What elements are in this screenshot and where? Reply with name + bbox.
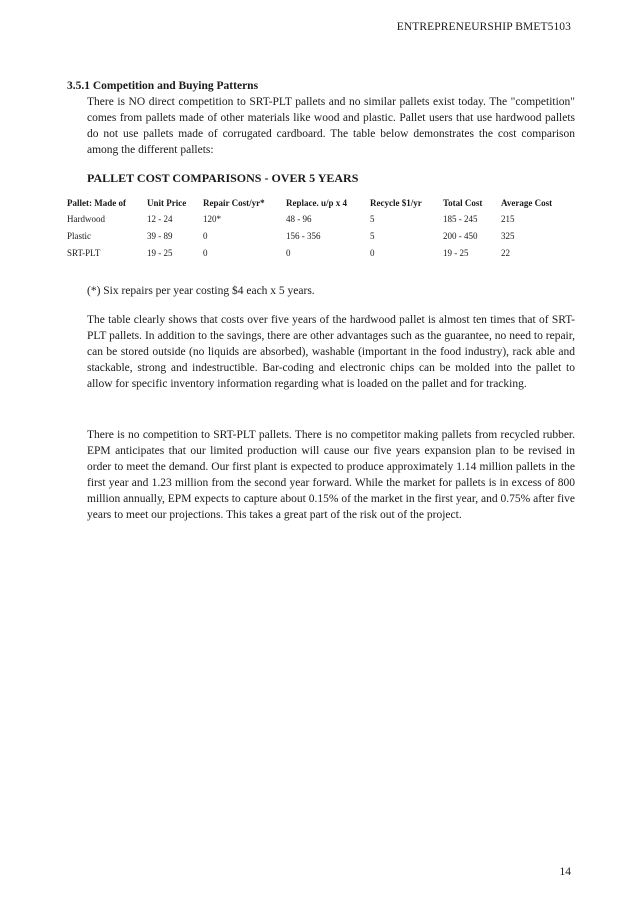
table-footnote: (*) Six repairs per year costing $4 each x 5 years. [87,285,315,297]
table-cell: 0 [370,248,375,258]
running-header: ENTREPRENEURSHIP BMET5103 [396,21,571,33]
table-row [67,231,561,248]
table-row [67,248,561,265]
column-header: Replace. u/p x 4 [286,198,348,208]
table-cell: 185 - 245 [443,214,478,224]
table-cell: Hardwood [67,214,105,224]
table-cell: 156 - 356 [286,231,321,241]
outlook-paragraph: There is no competition to SRT-PLT pallets. There is no competitor making pallets from recycled rubber. EPM anticipates that our limited production will cause our five years expansion plan to be revised in order to meet the demand. Our first plant is expected to produce approximately 1.14 million pallets in the first year and 1.23 million from the second year forward. While the market for pallets is in excess of 800 million annually, EPM expects to capture about 0.15% of the market in the first year, and 0.75% after five years to meet our projections. This takes a great part of the risk out of the project. [87,429,575,521]
intro-paragraph: There is NO direct competition to SRT-PLT pallets and no similar pallets exist today. The "competition" comes from pallets made of other materials like wood and plastic. Pallet users that use hardwood pallets do not use pallets made of corrugated cardboard. The table below demonstrates the cost comparison among the different pallets: [87,96,575,156]
table-cell: Plastic [67,231,91,241]
table-cell: 19 - 25 [147,248,173,258]
table-cell: 19 - 25 [443,248,469,258]
column-header: Repair Cost/yr* [203,198,265,208]
table-header-row [67,198,561,214]
table-row [67,214,561,231]
table-title: PALLET COST COMPARISONS - OVER 5 YEARS [87,171,359,185]
table-cell: 0 [203,248,208,258]
table-cell: 215 [501,214,515,224]
table-cell: 39 - 89 [147,231,173,241]
table-cell: 48 - 96 [286,214,312,224]
table-cell: SRT-PLT [67,248,101,258]
table-cell: 325 [501,231,515,241]
table-cell: 5 [370,214,375,224]
column-header: Pallet: Made of [67,198,126,208]
column-header: Average Cost [501,198,553,208]
table-cell: 22 [501,248,510,258]
column-header: Total Cost [443,198,483,208]
page-number: 14 [559,866,571,878]
column-header: Recycle $1/yr [370,198,422,208]
table-cell: 0 [286,248,291,258]
section-heading: 3.5.1 Competition and Buying Patterns [67,80,259,92]
table-cell: 0 [203,231,208,241]
column-header: Unit Price [147,198,187,208]
table-cell: 200 - 450 [443,231,478,241]
table-cell: 120* [203,214,221,224]
analysis-paragraph: The table clearly shows that costs over five years of the hardwood pallet is almost ten times that of SRT-PLT pallets. In addition to the savings, there are other advantages such as the guarantee, no need to repair, can be stored outside (no liquids are absorbed), washable (important in the food industry), rack able and stackable, strong and indestructible. Bar-coding and electronic chips can be molded into the pallet to allow for specific inventory information regarding what is loaded on the pallet and for tracking. [87,314,575,390]
cost-comparison-table [67,198,561,265]
table-cell: 12 - 24 [147,214,173,224]
table-cell: 5 [370,231,375,241]
